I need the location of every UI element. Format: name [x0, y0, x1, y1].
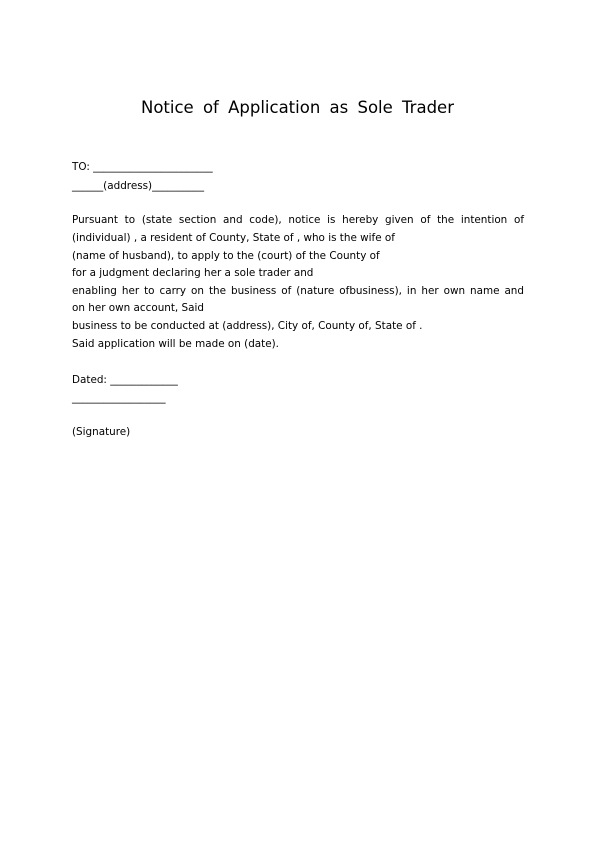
- body-line-6: on her own account, Said: [72, 302, 204, 314]
- body-line-7: business to be conducted at (address), City of, County of, State of .: [72, 320, 423, 332]
- body-line-2: (individual) , a resident of County, State of , who is the wife of: [72, 232, 395, 244]
- body-line-1: Pursuant to (state section and code), notice is hereby given of the intention of: [72, 214, 524, 226]
- body-line-8: Said application will be made on (date).: [72, 338, 279, 350]
- body-line-3: (name of husband), to apply to the (court) of the County of: [72, 250, 380, 262]
- dated-line: Dated: _____________: [72, 374, 178, 386]
- body-line-4: for a judgment declaring her a sole trader and: [72, 267, 314, 279]
- document-title: Notice of Application as Sole Trader: [140, 98, 454, 117]
- signature-label: (Signature): [72, 426, 131, 438]
- to-line: TO: _______________________: [72, 161, 213, 173]
- body-line-5: enabling her to carry on the business of (nature ofbusiness), in her own name and: [72, 285, 524, 297]
- address-line: ______(address)__________: [72, 180, 205, 192]
- signature-rule: __________________: [72, 392, 166, 404]
